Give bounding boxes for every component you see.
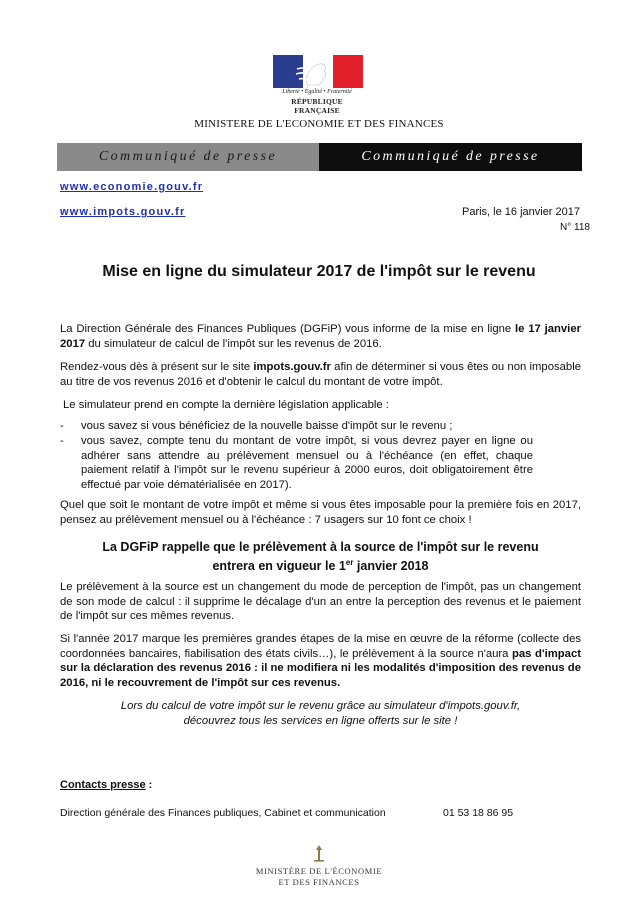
band-right-label: Communiqué de presse (361, 149, 540, 164)
paragraph-reforme (60, 632, 581, 690)
p2-text-end: afin de déterminer si vous êtes ou non imposable au titre de vos revenus 2016 et d'obtenir le calcul du montant de votre impôt. (60, 361, 581, 388)
devise-text: Liberté • Égalité • Fraternité (282, 89, 352, 95)
page-title: Mise en ligne du simulateur 2017 de l'impôt sur le revenu (102, 263, 536, 280)
impots-link[interactable]: www.impots.gouv.fr (60, 206, 186, 218)
italic-callout (60, 699, 581, 728)
rappel-line-2-text: entrera en vigueur le 1 (212, 559, 346, 574)
republique-francaise-logo (271, 55, 363, 115)
republique-text: RÉPUBLIQUE FRANÇAISE (291, 97, 343, 115)
marianne-icon (293, 59, 339, 87)
list-item: vous savez si vous bénéficiez de la nouvelle baisse d'impôt sur le revenu ; (81, 420, 453, 432)
rappel-line-1: La DGFiP rappelle que le prélèvement à la source de l'impôt sur le revenu (102, 540, 539, 554)
paragraph-intro (60, 322, 581, 351)
contact-phone: 01 53 18 86 95 (443, 807, 514, 819)
list-marker: - (60, 420, 64, 432)
contact-organization: Direction générale des Finances publiques, Cabinet et communication (60, 807, 386, 819)
paragraph-prelevement: Le prélèvement à la source est un changement du mode de perception de l'impôt, pas un changement de son mode de calcul : il supprime le décalage d'un an entre la perception des revenus et le paiement de l'impôt sur ces mêmes revenus. (60, 581, 581, 622)
italic-line-1: Lors du calcul de votre impôt sur le revenu grâce au simulateur d'impots.gouv.fr, (120, 700, 521, 712)
p6-text: Si l'année 2017 marque les premières grandes étapes de la mise en œuvre de la réforme (collecte des coordonnées bancaires, fiabilisation des états civils…), le prélèvement à la source n'aura (60, 633, 581, 660)
contacts-label: Contacts presse (60, 779, 146, 791)
economie-link[interactable]: www.economie.gouv.fr (60, 181, 204, 193)
emblem-icon (311, 844, 327, 862)
place-date: Paris, le 16 janvier 2017 (461, 206, 580, 218)
paragraph-site (60, 360, 581, 389)
rappel-line-2 (60, 555, 581, 574)
p1-date: le 17 janvier 2017 (60, 323, 581, 350)
list-marker: - (60, 435, 64, 447)
footer-logo-line-2: ET DES FINANCES (278, 877, 360, 887)
rappel-sup: er (345, 558, 354, 567)
contacts-colon: : (145, 779, 153, 791)
paragraph-mensualisation: Quel que soit le montant de votre impôt et même si vous êtes imposable pour la première fois en 2017, pensez au prélèvement mensuel ou à l'échéance : 7 usagers sur 10 font ce choix ! (60, 499, 581, 526)
p2-text: Rendez-vous dès à présent sur le site (60, 361, 254, 373)
p1-text: La Direction Générale des Finances Publiques (DGFiP) vous informe de la mise en ligne (60, 323, 515, 335)
p2-site: impots.gouv.fr (253, 361, 331, 373)
contacts-heading (60, 779, 152, 791)
press-number: N° 118 (560, 222, 590, 233)
band-left-label: Communiqué de presse (98, 149, 278, 164)
ministere-heading: MINISTERE DE L'ECONOMIE ET DES FINANCES (194, 118, 444, 130)
band-right (319, 143, 582, 171)
paragraph-legislation: Le simulateur prend en compte la dernière législation applicable : (63, 399, 389, 411)
footer-logo-line-1: MINISTÈRE DE L'ÉCONOMIE (255, 866, 383, 876)
band-left (57, 143, 319, 171)
communique-band (57, 143, 582, 171)
ministere-footer-logo (246, 844, 392, 894)
list-item: vous savez, compte tenu du montant de votre impôt, si vous devrez payer en ligne ou adhérer sans attendre au prélèvement mensuel ou à l'échéance (en effet, chaque paiement relatif à l'impôt sur le revenu supérieur à 2000 euros, doit obligatoirement être effectué par voie dématérialisée en 2017). (81, 435, 533, 491)
rappel-heading (60, 539, 581, 574)
p1-text-end: du simulateur de calcul de l'impôt sur les revenus de 2016. (85, 337, 382, 350)
p6-bold: pas d'impact sur la déclaration des revenus 2016 : il ne modifiera ni les modalités d'imposition des revenus de 2016, ni le recouvrement de l'impôt sur ces revenus. (60, 647, 581, 689)
italic-line-2: découvrez tous les services en ligne offerts sur le site ! (183, 714, 458, 727)
rappel-line-2-end: janvier 2018 (353, 559, 429, 574)
